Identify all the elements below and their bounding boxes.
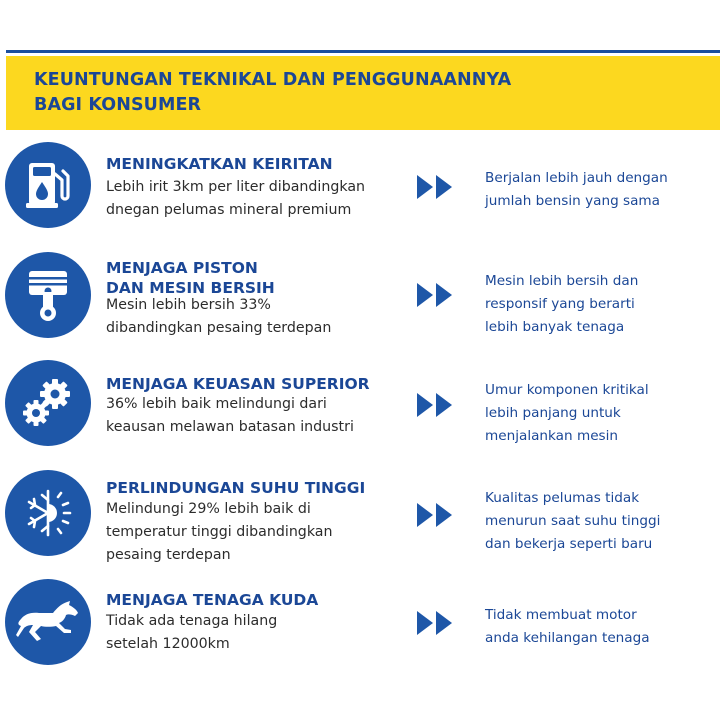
- text-line: Kualitas pelumas tidak: [485, 490, 640, 506]
- text-line: DAN MESIN BERSIH: [106, 279, 275, 297]
- text-line: MENJAGA KEUASAN SUPERIOR: [106, 375, 370, 393]
- text-line: Tidak ada tenaga hilang: [106, 613, 278, 629]
- text-line: setelah 12000km: [106, 636, 230, 652]
- feature-title: [106, 374, 370, 394]
- consumer-benefit: [485, 487, 660, 556]
- text-line: Lebih irit 3km per liter dibandingkan: [106, 179, 366, 195]
- top-rule: [6, 50, 720, 53]
- double-arrow-icon: [416, 280, 454, 310]
- feature-description: [106, 294, 331, 340]
- text-line: Mesin lebih bersih 33%: [106, 297, 271, 313]
- text-line: pesaing terdepan: [106, 547, 231, 563]
- double-arrow-icon: [416, 390, 454, 420]
- text-line: MENJAGA TENAGA KUDA: [106, 591, 319, 609]
- feature-description: [106, 498, 332, 567]
- double-arrow-icon: [416, 500, 454, 530]
- text-line: Mesin lebih bersih dan: [485, 273, 639, 289]
- double-arrow-icon: [416, 608, 454, 638]
- text-line: Berjalan lebih jauh dengan: [485, 170, 668, 186]
- text-line: MENINGKATKAN KEIRITAN: [106, 155, 333, 173]
- gears-icon: [5, 360, 91, 446]
- double-arrow-icon: [416, 172, 454, 202]
- feature-row-clean-piston: [0, 250, 726, 360]
- text-line: lebih panjang untuk: [485, 405, 621, 421]
- feature-title: [106, 258, 275, 298]
- feature-row-wear-protection: [0, 360, 726, 470]
- consumer-benefit: [485, 604, 650, 650]
- feature-description: [106, 610, 277, 656]
- consumer-benefit: [485, 270, 638, 339]
- page-title-line-2: BAGI KONSUMER: [34, 95, 202, 115]
- text-line: dibandingkan pesaing terdepan: [106, 320, 332, 336]
- text-line: PERLINDUNGAN SUHU TINGGI: [106, 479, 366, 497]
- feature-title: [106, 590, 318, 610]
- text-line: Tidak membuat motor: [485, 607, 637, 623]
- feature-title: [106, 154, 333, 174]
- text-line: dan bekerja seperti baru: [485, 536, 653, 552]
- text-line: 36% lebih baik melindungi dari: [106, 396, 327, 412]
- feature-row-horsepower: [0, 580, 726, 690]
- text-line: Umur komponen kritikal: [485, 382, 649, 398]
- text-line: keausan melawan batasan industri: [106, 419, 354, 435]
- snow-sun-icon: [5, 470, 91, 556]
- text-line: MENJAGA PISTON: [106, 259, 258, 277]
- feature-row-fuel-economy: [0, 140, 726, 250]
- feature-description: [106, 176, 365, 222]
- text-line: lebih banyak tenaga: [485, 319, 625, 335]
- text-line: responsif yang berarti: [485, 296, 635, 312]
- piston-icon: [5, 252, 91, 338]
- consumer-benefit: [485, 379, 649, 448]
- text-line: Melindungi 29% lebih baik di: [106, 501, 311, 517]
- horse-icon: [5, 579, 91, 665]
- fuel-pump-icon: [5, 142, 91, 228]
- feature-row-high-temperature: [0, 470, 726, 580]
- page-title-line-1: KEUNTUNGAN TEKNIKAL DAN PENGGUNAANNYA: [34, 70, 512, 90]
- text-line: menurun saat suhu tinggi: [485, 513, 661, 529]
- header-banner: [6, 56, 720, 130]
- text-line: jumlah bensin yang sama: [485, 193, 661, 209]
- consumer-benefit: [485, 167, 668, 213]
- text-line: menjalankan mesin: [485, 428, 619, 444]
- text-line: anda kehilangan tenaga: [485, 630, 650, 646]
- feature-description: [106, 393, 354, 439]
- feature-title: [106, 478, 365, 498]
- text-line: dnegan pelumas mineral premium: [106, 202, 352, 218]
- text-line: temperatur tinggi dibandingkan: [106, 524, 333, 540]
